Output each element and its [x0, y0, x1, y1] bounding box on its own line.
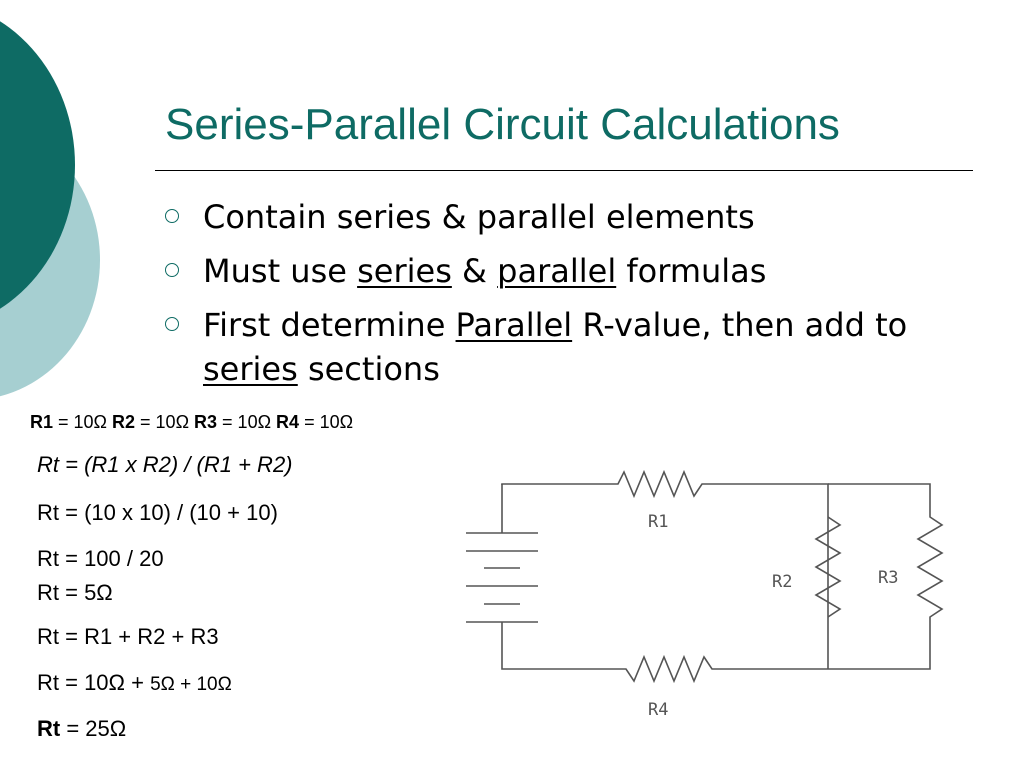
- calc-line-series-part-b: 5Ω + 10Ω: [150, 674, 232, 695]
- bullet-circle-icon: [165, 263, 179, 277]
- calc-line-series-substitution: [37, 670, 232, 696]
- label-r2: R2: [772, 572, 793, 592]
- bullet-text: &: [451, 252, 498, 290]
- calc-line-parallel-formula: Rt = (R1 x R2) / (R1 + R2): [37, 452, 293, 477]
- resistor-values: [30, 412, 353, 433]
- title-divider: [155, 170, 973, 171]
- calc-line-series-part-a: Rt = 10Ω +: [37, 670, 151, 695]
- circuit-diagram: [450, 455, 950, 725]
- bullet-text: R-value, then add to: [572, 306, 908, 344]
- bullet-text: sections: [297, 350, 440, 388]
- calc-line-substitution: Rt = (10 x 10) / (10 + 10): [37, 500, 278, 525]
- bullet-item: [165, 249, 965, 293]
- calc-line-division: Rt = 100 / 20: [37, 546, 164, 571]
- r3-label: R3: [194, 412, 218, 432]
- calc-line-total: [37, 716, 126, 742]
- underlined-term: parallel: [497, 252, 617, 290]
- r1-value: = 10Ω: [53, 412, 113, 432]
- bullet-circle-icon: [165, 317, 179, 331]
- bullet-text: formulas: [616, 252, 767, 290]
- top-wire: [502, 472, 828, 669]
- bullet-text: Contain series & parallel elements: [203, 198, 755, 236]
- r2-label: R2: [112, 412, 136, 432]
- calc-line-series-formula: Rt = R1 + R2 + R3: [37, 624, 219, 649]
- r1-label: R1: [30, 412, 54, 432]
- r4-value: = 10Ω: [299, 412, 354, 432]
- label-r1: R1: [648, 512, 669, 532]
- label-r3: R3: [878, 568, 899, 588]
- r3-value: = 10Ω: [217, 412, 277, 432]
- bullet-list: [165, 195, 965, 401]
- bullet-circle-icon: [165, 209, 179, 223]
- r4-label: R4: [276, 412, 300, 432]
- total-label: Rt: [37, 716, 61, 741]
- underlined-term: series: [357, 252, 452, 290]
- label-r4: R4: [648, 700, 669, 720]
- bullet-item: [165, 303, 965, 391]
- r2-value: = 10Ω: [135, 412, 195, 432]
- calc-line-parallel-result: Rt = 5Ω: [37, 580, 113, 605]
- bullet-text: First determine: [203, 306, 456, 344]
- slide-title: Series-Parallel Circuit Calculations: [165, 100, 840, 149]
- underlined-term: Parallel: [455, 306, 573, 344]
- underlined-term: series: [203, 350, 298, 388]
- bottom-wire: [502, 622, 828, 681]
- bullet-text: Must use: [203, 252, 358, 290]
- total-value: = 25Ω: [60, 716, 127, 741]
- bullet-item: [165, 195, 965, 239]
